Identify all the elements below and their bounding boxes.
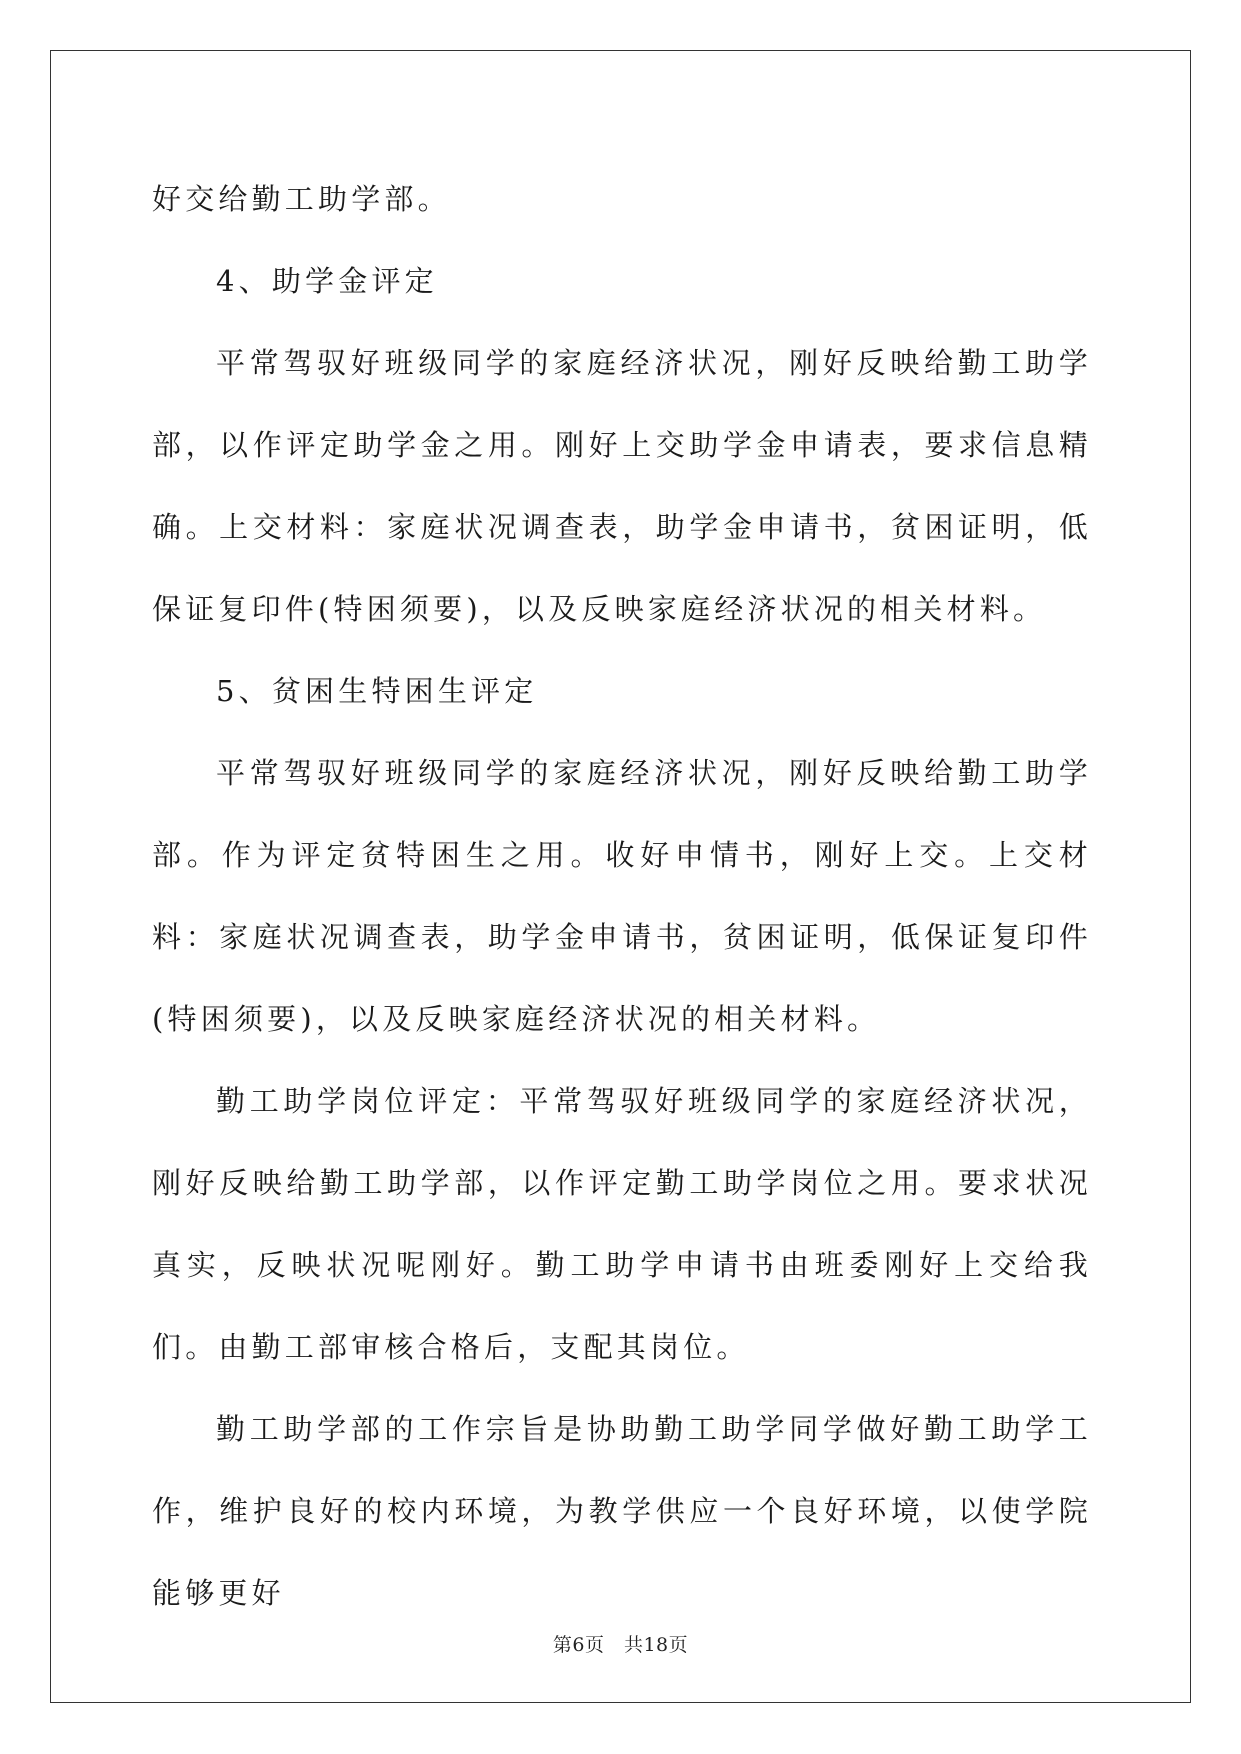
section-heading-5: 5、贫困生特困生评定 bbox=[216, 674, 538, 708]
paragraph-1: 好交给勤工助学部。 bbox=[152, 182, 451, 216]
section-heading-4: 4、助学金评定 bbox=[216, 264, 438, 298]
paragraph-department-purpose: 勤工助学部的工作宗旨是协助勤工助学同学做好勤工助学工作，维护良好的校内环境，为教学供应一个良好环境，以使学院能够更好 bbox=[152, 1412, 1092, 1610]
paragraph-grant-evaluation: 平常驾驭好班级同学的家庭经济状况，刚好反映给勤工助学部，以作评定助学金之用。刚好上交助学金申请表，要求信息精确。上交材料：家庭状况调查表，助学金申请书，贫困证明，低保证复印件(特困须要)，以及反映家庭经济状况的相关材料。 bbox=[152, 346, 1092, 626]
paragraph-poverty-evaluation: 平常驾驭好班级同学的家庭经济状况，刚好反映给勤工助学部。作为评定贫特困生之用。收好申情书，刚好上交。上交材料：家庭状况调查表，助学金申请书，贫困证明，低保证复印件(特困须要)，以及反映家庭经济状况的相关材料。 bbox=[152, 756, 1092, 1036]
paragraph-work-study-post: 勤工助学岗位评定：平常驾驭好班级同学的家庭经济状况，刚好反映给勤工助学部，以作评定勤工助学岗位之用。要求状况真实，反映状况呢刚好。勤工助学申请书由班委刚好上交给我们。由勤工部审核合格后，支配其岗位。 bbox=[152, 1084, 1092, 1364]
document-body bbox=[152, 158, 1092, 1634]
page-number: 第6页 共18页 bbox=[552, 1634, 689, 1656]
page-footer bbox=[0, 1633, 1241, 1657]
